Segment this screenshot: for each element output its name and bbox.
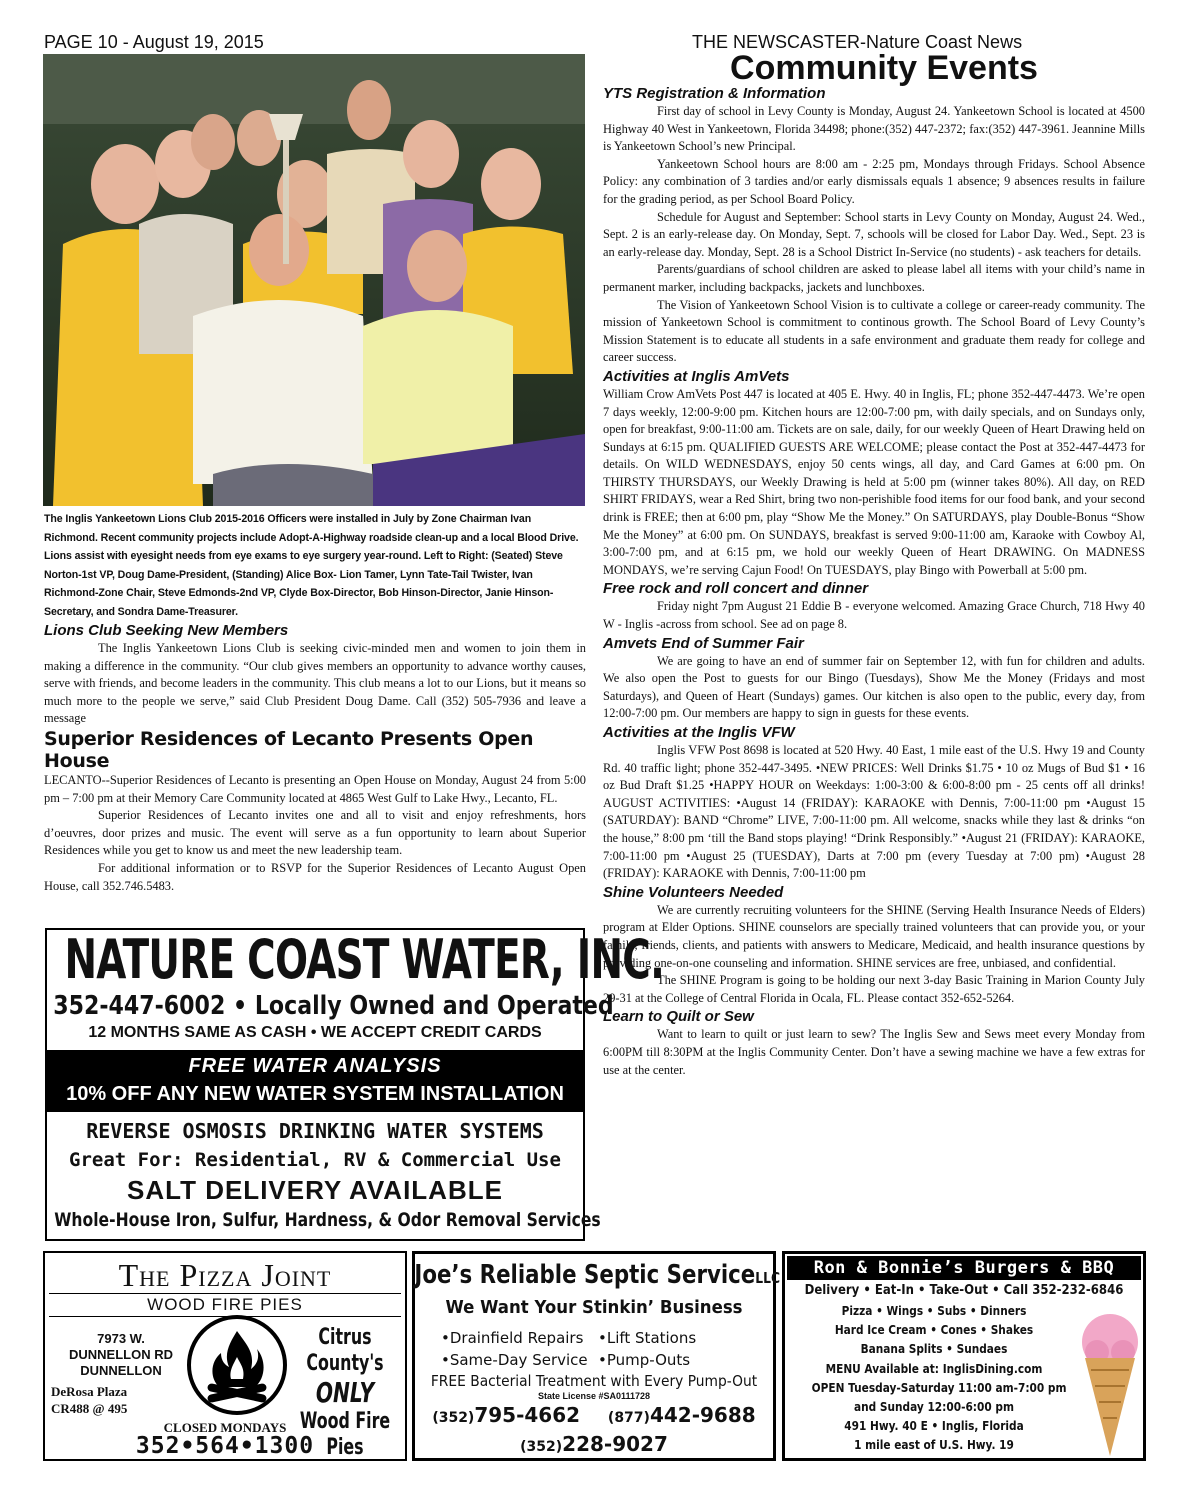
- ron-bonnies-ad: [782, 1251, 1146, 1461]
- ron-bonnies-delivery: Delivery • Eat-In • Take-Out • Call 352-232-6846: [804, 1283, 1124, 1298]
- septic-service-item: •Pump-Outs: [598, 1351, 691, 1369]
- septic-tagline: We Want Your Stinkin’ Business: [445, 1297, 743, 1318]
- shine-paragraph-1: We are currently recruiting volunteers for the SHINE (Serving Health Insurance Needs of Elders) program at Elder Options. SHINE counselors are specially trained volunteers that can provide you, or your family, friends, clients, and patients with answers to Medicare, Medicaid, and health insurance questions by providing one-on-one counseling and information. SHINE services are free, unbiased, and confidential.: [603, 902, 1145, 970]
- ron-bonnies-details: [795, 1302, 1073, 1456]
- pizza-citrus-line: Citrus County's: [306, 1325, 384, 1376]
- vfw-heading: Activities at the Inglis VFW: [603, 724, 795, 741]
- pizza-plaza-line: CR488 @ 495: [51, 1401, 128, 1416]
- superior-paragraph-1: LECANTO--Superior Residences of Lecanto is presenting an Open House on Monday, August 24 from 5:00 pm – 7:00 pm at their Memory Care Community located at 4865 West Gulf to Lake Hwy., Lecanto, FL.: [44, 772, 586, 805]
- superior-paragraph-2: Superior Residences of Lecanto invites one and all to visit and enjoy refreshments, hors d’oeuvres, door prizes and music. The event will serve as a fun opportunity to learn about Superior Residences while you get to know us and meet the new leadership team.: [44, 808, 586, 858]
- septic-service-item: •Drainfield Repairs: [441, 1329, 584, 1347]
- right-column-articles: [603, 84, 1145, 1079]
- septic-area-code: (352): [520, 1439, 563, 1455]
- ron-bonnies-line: and Sunday 12:00-6:00 pm: [854, 1400, 1014, 1415]
- pizza-only-word: ONLY: [315, 1376, 375, 1409]
- septic-phone: 442-9688: [649, 1403, 756, 1427]
- ice-cream-cone-icon: [1079, 1308, 1141, 1458]
- pizza-address-line: DUNNELLON: [80, 1363, 162, 1378]
- septic-phones-row: [415, 1402, 773, 1431]
- page-number-date: PAGE 10 - August 19, 2015: [44, 32, 264, 52]
- fair-paragraph: We are going to have an end of summer fair on September 12, with fun for children and adults. We also open the Post to guests for our Bingo (Tuesdays), Show Me the Money (Fridays and most Saturdays), and Queen of Heart (Sundays) games. Our kitchen is also open to the public, every day, from 12:00-7:00 pm. Our members are happy to sign in guests for these events.: [603, 653, 1145, 721]
- fair-heading: Amvets End of Summer Fair: [603, 634, 804, 652]
- septic-llc: LLC: [755, 1269, 780, 1287]
- septic-phone: 795-4662: [474, 1403, 581, 1427]
- water-ad-discount: 10% OFF ANY NEW WATER SYSTEM INSTALLATION: [66, 1083, 564, 1105]
- pizza-address-line: 7973 W.: [97, 1331, 145, 1346]
- septic-title-text: Joe’s Reliable Septic Service: [414, 1260, 756, 1290]
- septic-service-item: •Lift Stations: [598, 1329, 697, 1347]
- pizza-closed-mondays: CLOSED MONDAYS: [163, 1420, 287, 1435]
- ron-bonnies-line: Hard Ice Cream • Cones • Shakes: [834, 1323, 1034, 1338]
- concert-paragraph: Friday night 7pm August 21 Eddie B - everyone welcomed. Amazing Grace Church, 718 Hwy 40 W - Inglis -across from school. See ad on page 8.: [603, 599, 1145, 632]
- yts-paragraph-2: Yankeetown School hours are 8:00 am - 2:25 pm, Mondays through Fridays. School Absence Policy: any combination of 3 tardies and/or early dismissals equals 1 absence; 9 absences results in failure for the grading period, as per School Board Policy.: [603, 156, 1145, 206]
- yts-paragraph-4: Parents/guardians of school children are asked to please label all items with your child’s name in permanent marker, including backpacks, jackets and lunchboxes.: [603, 262, 1145, 294]
- septic-services-list: [441, 1327, 755, 1371]
- quilt-paragraph: Want to learn to quilt or just learn to sew? The Inglis Sew and Sews meet every Monday from 6:00PM till 8:30PM at the Inglis Community Center. Don’t have a sewing machine we have a few extras for use at the center.: [603, 1027, 1145, 1077]
- section-title: Community Events: [730, 49, 1038, 87]
- pizza-wood-fire-line: Wood Fire Pies: [299, 1409, 391, 1460]
- pizza-title: The Pizza Joint: [118, 1257, 332, 1293]
- water-ad-uses: Great For: Residential, RV & Commercial Use: [69, 1149, 561, 1171]
- yts-paragraph-1: First day of school in Levy County is Monday, August 24. Yankeetown School is located at 4500 Highway 40 West in Yankeetown, Florida 34498; phone:(352) 447-2372; fax:(352) 447-3961. Jeannine Mills is Yankeetown School’s new Principal.: [603, 104, 1145, 154]
- yts-paragraph-3: Schedule for August and September: School starts in Levy County on Monday, August 24. Wed., Sept. 2 is an early-release day. On Monday, Sept. 7, schools will be closed for Labor Day. Wed., Sept. 23 is an early-release day. Monday, Sept. 28 is a School District In-Service (no students) - ask teachers for details.: [603, 209, 1145, 259]
- lions-heading: Lions Club Seeking New Members: [44, 622, 289, 639]
- septic-phones-row-2: [415, 1431, 773, 1460]
- pizza-plaza-line: DeRosa Plaza: [51, 1384, 128, 1399]
- concert-heading: Free rock and roll concert and dinner: [603, 580, 869, 598]
- lions-club-photo: [43, 54, 585, 506]
- ron-bonnies-line: Banana Splits • Sundaes: [860, 1342, 1008, 1357]
- fire-logo-icon: [185, 1313, 289, 1417]
- ron-bonnies-line: OPEN Tuesday-Saturday 11:00 am-7:00 pm: [811, 1380, 1067, 1395]
- water-ad-offer-band: [47, 1050, 583, 1112]
- lions-paragraph: The Inglis Yankeetown Lions Club is seeking civic-minded men and women to join them in making a difference in the community. “Our club gives members an opportunity to advance worthy causes, serve with friends, and become leaders in the community. This club means a lot to our Lions, but it means so much more to the people we serve,” said Club President Doug Dame. Call (352) 505-7936 and leave a message: [44, 641, 586, 726]
- septic-service-item: •Same-Day Service: [441, 1351, 588, 1369]
- septic-license: State License #SA0111728: [537, 1391, 651, 1401]
- yts-paragraph-5: The Vision of Yankeetown School Vision is to cultivate a college or career-ready community. The mission of Yankeetown School is commitment to continous growth. The School Board of Levy County’s Mission Statement is to educate all students in a safe environment and graduate them ready for college and career success.: [603, 297, 1145, 365]
- water-ad-phone: 352-447-6002 • Locally Owned and Operated: [53, 991, 614, 1021]
- water-ad-services: Whole-House Iron, Sulfur, Hardness, & Odor Removal Services: [54, 1209, 601, 1231]
- ron-bonnies-title: Ron & Bonnie’s Burgers & BBQ: [787, 1256, 1141, 1280]
- vfw-paragraph: Inglis VFW Post 8698 is located at 520 Hwy. 40 East, 1 mile east of the U.S. Hwy 19 and County Rd. 40 traffic light; phone 352-447-3495. •NEW PRICES: Well Drinks $1.75 • 10 oz Mugs of Bud $1 • 16 oz Bud Draft $1.25 •HAPPY HOUR on Weekdays: 1:00-3:00 & 6:00-8:00 pm - 25 cents off all drinks! AUGUST ACTIVITIES: •August 14 (FRIDAY): KARAOKE with Dennis, 7:00-11:00 pm •August 15 (SATURDAY): BAND “Chrome” LIVE, 7:00-11:00 pm. All welcome, snacks while they last & drinks “on the house,” 8:00 pm ‘till the Band stops playing! “Drink Responsibly.” •August 21 (FRIDAY): KARAOKE, 7:00-11:00 pm •August 25 (TUESDAY), Darts at 7:00 pm (every Tuesday at 7:00 pm) •August 28 (FRIDAY): KARAOKE with Dennis, 7:00-11:00 pm: [603, 743, 1145, 881]
- quilt-heading: Learn to Quilt or Sew: [603, 1008, 754, 1026]
- left-column-articles: [44, 621, 586, 895]
- water-ad-reverse-osmosis: REVERSE OSMOSIS DRINKING WATER SYSTEMS: [86, 1119, 544, 1143]
- septic-title: [414, 1258, 780, 1295]
- pizza-joint-ad: [43, 1251, 407, 1461]
- pizza-phone: 352•564•1300: [135, 1433, 315, 1459]
- amvets-heading: Activities at Inglis AmVets: [603, 367, 790, 385]
- shine-heading: Shine Volunteers Needed: [603, 883, 784, 901]
- newspaper-name: THE NEWSCASTER-Nature Coast News: [692, 32, 1023, 52]
- shine-paragraph-2: The SHINE Program is going to be holding our next 3-day Basic Training in Marion County July 29-31 at the College of Central Florida in Ocala, FL. Please contact 352-652-5264.: [603, 973, 1145, 1005]
- pizza-subtitle: WOOD FIRE PIES: [49, 1293, 401, 1317]
- superior-heading: Superior Residences of Lecanto Presents Open House: [44, 727, 534, 772]
- pizza-address: [51, 1331, 191, 1379]
- ron-bonnies-line: 491 Hwy. 40 E • Inglis, Florida: [844, 1419, 1024, 1434]
- water-ad-salt: SALT DELIVERY AVAILABLE: [127, 1175, 503, 1205]
- septic-area-code: (877): [607, 1410, 650, 1426]
- water-ad-title: NATURE COAST WATER, INC.: [64, 928, 665, 991]
- nature-coast-water-ad: [45, 928, 665, 1241]
- septic-phone: 228-9027: [562, 1432, 668, 1456]
- septic-area-code: (352): [432, 1410, 475, 1426]
- ron-bonnies-line: 1 mile east of U.S. Hwy. 19: [854, 1438, 1014, 1453]
- yts-heading: YTS Registration & Information: [603, 85, 826, 102]
- superior-paragraph-3: For additional information or to RSVP for the Superior Residences of Lecanto August Open House, call 352.746.5483.: [44, 860, 586, 893]
- ron-bonnies-line: Pizza • Wings • Subs • Dinners: [841, 1304, 1027, 1318]
- water-ad-cards: 12 MONTHS SAME AS CASH • WE ACCEPT CREDIT CARDS: [88, 1024, 542, 1041]
- septic-service-ad: [412, 1251, 780, 1461]
- amvets-paragraph: William Crow AmVets Post 447 is located at 405 E. Hwy. 40 in Inglis, FL; phone 352-447-4473. We’re open 7 days weekly, 12:00-9:00 pm. Kitchen hours are 12:00-7:00 pm, with daily specials, and on Sundays only, open for breakfast, 9:00-11:00 am. Tickets are on sale, daily, for our weekly Queen of Heart Drawing held on Sundays at 6:15 pm. QUALIFIED GUESTS ARE WELCOME; please contact the Post at 352-447-4473 for details. On WILD WEDNESDAYS, enjoy 50 cents wings, all day, and Card Games at 6:00 pm. On THIRSTY THURSDAYS, our Weekly Drawing is held at 5:00 pm (winner takes 80%). All day, on RED SHIRT FRIDAYS, wear a Red Shirt, bring two non-perishible food items for our food bank, and your second drink is FREE; then at 6:00 pm, play “Show Me the Money.” On SATURDAYS, play Double-Bonus “Show Me the Money” at 6:00 pm. On SUNDAYS, breakfast is served 9:00-11:00 am, Karaoke with Cowboy Al, 3:00-7:00 pm, and at 6:15 pm, we hold our weekly Queen of Heart DRAWING. On MADNESS MONDAYS, we’re serving Cajun Food! On TUESDAYS, play Bingo with Powerball at 5:00 pm.: [603, 386, 1145, 577]
- pizza-address-line: DUNNELLON RD: [69, 1347, 173, 1362]
- water-ad-free-analysis: FREE WATER ANALYSIS: [188, 1055, 442, 1077]
- ron-bonnies-line: MENU Available at: InglisDining.com: [825, 1361, 1043, 1376]
- septic-free-treatment: FREE Bacterial Treatment with Every Pump-Out: [430, 1372, 758, 1390]
- photo-caption: The Inglis Yankeetown Lions Club 2015-2016 Officers were installed in July by Zone Chairman Ivan Richmond. Recent community projects include Adopt-A-Highway roadside clean-up and a local Blood Drive. Lions assist with eyesight needs from eye exams to eye surgery year-round. Left to Right: (Seated) Steve Norton-1st VP, Doug Dame-President, (Standing) Alice Box- Lion Tamer, Lynn Tate-Tail Twister, Ivan Richmond-Zone Chair, Steve Edmonds-2nd VP, Clyde Box-Director, Bob Hinson-Director, Janie Hinson-Secretary, and Sondra Dame-Treasurer.: [44, 513, 579, 618]
- pizza-plaza: [51, 1383, 161, 1417]
